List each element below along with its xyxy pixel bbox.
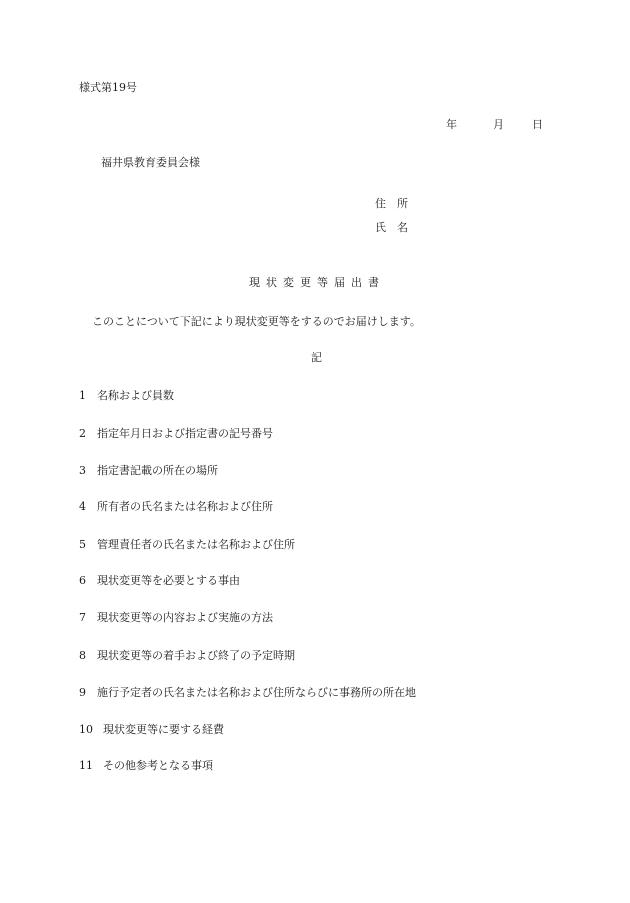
item-number: 4 xyxy=(79,500,86,513)
day-label: 日 xyxy=(532,118,543,131)
item-text: その他参考となる事項 xyxy=(103,759,213,772)
applicant-name-label: 氏 名 xyxy=(375,221,408,234)
item-text: 現状変更等を必要とする事由 xyxy=(97,574,240,587)
list-item xyxy=(79,612,273,623)
item-number: 8 xyxy=(79,649,86,662)
item-text: 現状変更等に要する経費 xyxy=(103,723,224,736)
date-line xyxy=(446,119,543,130)
list-item xyxy=(79,539,295,550)
item-text: 指定書記載の所在の場所 xyxy=(97,464,218,477)
item-text: 指定年月日および指定書の記号番号 xyxy=(97,427,273,440)
item-number: 3 xyxy=(79,464,86,477)
list-item xyxy=(79,428,273,439)
list-item xyxy=(79,724,224,735)
item-number: 5 xyxy=(79,538,86,551)
intro-text: このことについて下記により現状変更等をするのでお届けします。 xyxy=(92,315,421,328)
list-item xyxy=(79,687,416,698)
form-number: 様式第19号 xyxy=(79,81,137,94)
item-number: 7 xyxy=(79,611,86,624)
list-item xyxy=(79,575,240,586)
item-text: 管理責任者の氏名または名称および住所 xyxy=(97,538,295,551)
item-number: 6 xyxy=(79,574,86,587)
item-number: 2 xyxy=(79,427,86,440)
item-number: 1 xyxy=(79,389,86,402)
item-text: 現状変更等の内容および実施の方法 xyxy=(97,611,273,624)
applicant-address-label: 住 所 xyxy=(375,197,408,210)
item-text: 名称および員数 xyxy=(97,389,174,402)
document-title: 現状変更等届出書 xyxy=(249,276,385,289)
list-item xyxy=(79,390,174,401)
item-number: 10 xyxy=(79,723,93,736)
list-item xyxy=(79,501,273,512)
item-text: 施行予定者の氏名または名称および住所ならびに事務所の所在地 xyxy=(97,686,416,699)
addressee: 福井県教育委員会様 xyxy=(101,156,200,169)
list-item xyxy=(79,465,218,476)
item-text: 所有者の氏名または名称および住所 xyxy=(97,500,273,513)
year-label: 年 xyxy=(446,118,457,131)
list-item xyxy=(79,650,295,661)
item-text: 現状変更等の着手および終了の予定時期 xyxy=(97,649,295,662)
item-number: 9 xyxy=(79,686,86,699)
list-item xyxy=(79,760,213,771)
month-label: 月 xyxy=(493,118,504,131)
item-number: 11 xyxy=(79,759,93,772)
ki-heading: 記 xyxy=(311,351,322,364)
